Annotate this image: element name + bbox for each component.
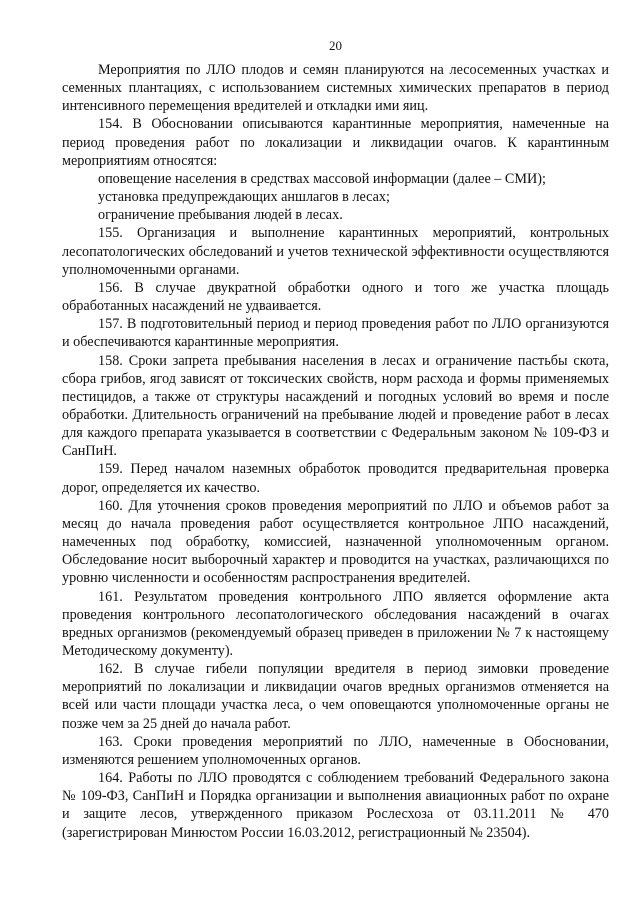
paragraph-154: 154. В Обосновании описываются карантинные мероприятия, намеченные на период проведения работ по локализации и ликвидации очагов. К карантинным мероприятиям относятся: [62, 116, 609, 169]
list-item-media-notification: оповещение населения в средствах массовой информации (далее – СМИ); [98, 170, 546, 187]
paragraph-157: 157. В подготовительный период и период проведения работ по ЛЛО организуются и обеспечиваются карантинные мероприятия. [62, 316, 609, 351]
paragraph-164: 164. Работы по ЛЛО проводятся с соблюдением требований Федерального закона № 109-ФЗ, СанПиН и Порядка организации и выполнения авиационных работ по охране и защите лесов, утвержденного приказом Рослесхоза от 03.11.2011 № 470 (зарегистрирован Минюстом России 16.03.2012, регистрационный № 23504). [62, 770, 609, 841]
paragraph-155: 155. Организация и выполнение карантинных мероприятий, контрольных лесопатологических обследований и учетов технической эффективности осуществляются уполномоченными органами. [62, 225, 609, 278]
paragraph-162: 162. В случае гибели популяции вредителя в период зимовки проведение мероприятий по локализации и ликвидации очагов вредных организмов отменяется на всей или части площади участка леса, о чем оповещаются уполномоченные органы не позже чем за 25 дней до начала работ. [62, 661, 609, 732]
page-number: 20 [329, 38, 342, 53]
paragraph-160: 160. Для уточнения сроков проведения мероприятий по ЛЛО и объемов работ за месяц до начала проведения работ осуществляется контрольное ЛПО насаждений, намеченных под обработку, комиссией, назначенной уполномоченным органом. Обследование носит выборочный характер и проводится на участках, различающихся по уровню численности и особенностям распространения вредителей. [62, 497, 609, 587]
list-item-forest-access-restriction: ограничение пребывания людей в лесах. [98, 207, 343, 224]
document-body [62, 61, 609, 842]
paragraph-158: 158. Сроки запрета пребывания населения в лесах и ограничение пастьбы скота, сбора грибов, ягод зависят от токсических свойств, норм расхода и формы применяемых пестицидов, а также от структуры насаждений и погодных условий во время и после обработки. Длительность ограничений на пребывание людей и проведение работ в лесах для каждого препарата указывается в соответствии с Федеральным законом № 109-ФЗ и СанПиН. [62, 352, 609, 460]
list-item-warning-signs: установка предупреждающих аншлагов в лесах; [98, 189, 390, 206]
paragraph-159: 159. Перед началом наземных обработок проводится предварительная проверка дорог, определяется их качество. [62, 461, 609, 496]
paragraph-161: 161. Результатом проведения контрольного ЛПО является оформление акта проведения контрольного лесопатологического обследования насаждений в очагах вредных организмов (рекомендуемый образец приведен в приложении № 7 к настоящему Методическому документу). [62, 588, 609, 659]
paragraph-163: 163. Сроки проведения мероприятий по ЛЛО, намеченные в Обосновании, изменяются решением уполномоченных органов. [62, 733, 609, 768]
paragraph-intro: Мероприятия по ЛЛО плодов и семян планируются на лесосеменных участках и семенных плантациях, с использованием системных химических препаратов в период интенсивного перемещения вредителей и откладки ими яиц. [62, 62, 609, 115]
paragraph-156: 156. В случае двукратной обработки одного и того же участка площадь обработанных насаждений не удваивается. [62, 279, 609, 315]
